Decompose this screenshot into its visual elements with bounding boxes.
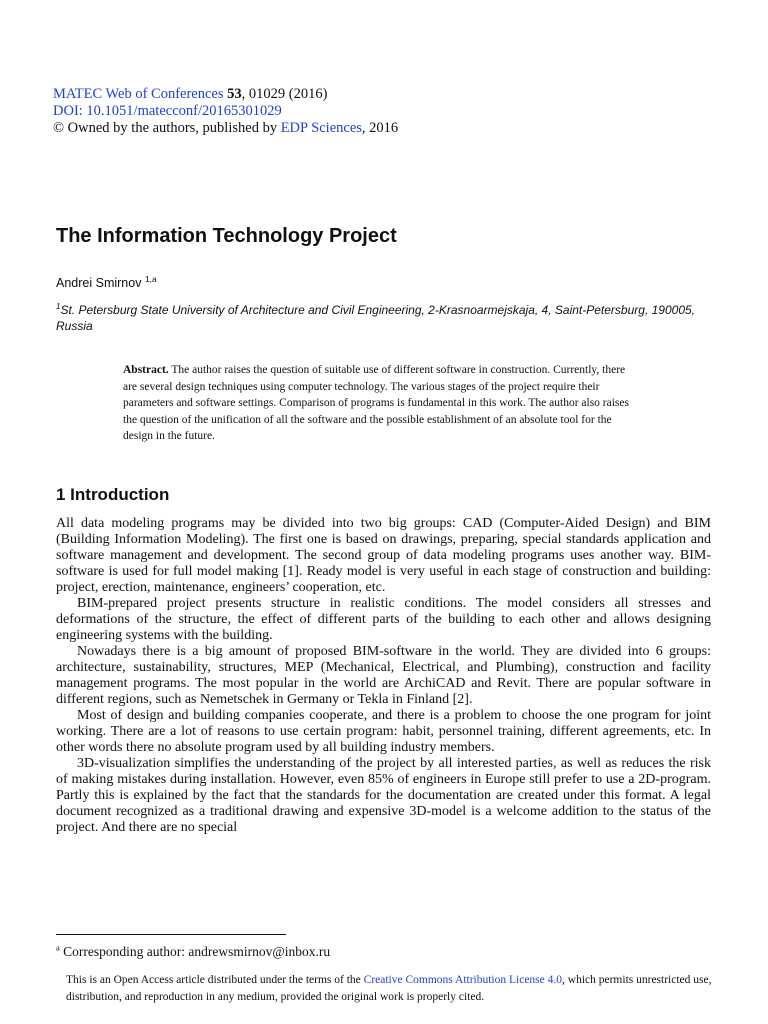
affiliation — [56, 302, 716, 334]
section-body — [56, 516, 711, 836]
journal-link[interactable]: MATEC Web of Conferences — [53, 86, 224, 102]
volume-number: 53 — [227, 86, 242, 102]
copyright-year: , 2016 — [361, 120, 399, 136]
author-superscript: 1,a — [144, 273, 157, 284]
copyright-line — [53, 120, 398, 137]
section-heading: 1 Introduction — [56, 485, 170, 504]
abstract — [123, 362, 635, 445]
license-text-after: , which permits unrestricted use, distribution, and reproduction in any medium, provided the original work is properly cited. — [66, 974, 712, 1003]
footnote — [56, 944, 330, 960]
body-paragraph: 3D-visualization simplifies the understanding of the project by all interested parties, as well as reduces the risk of making mistakes during installation. However, even 85% of engineers in Europe still prefer to use a 2D-program. Partly this is explained by the fact that the standards for the documentation are created under this format. A legal document recognized as a traditional drawing and expensive 3D-model is a welcome addition to the status of the project. And there are no special — [56, 756, 711, 835]
doi-line — [53, 103, 398, 120]
affiliation-superscript: 1 — [56, 302, 61, 311]
body-paragraph: All data modeling programs may be divided into two big groups: CAD (Computer-Aided Design) and BIM (Building Information Modeling). The first one is based on drawings, preparing, special standards application and software management and development. The second group of data modeling programs uses another way. BIM-software is used for full model making [1]. Ready model is very useful in each stage of construction and building: project, erection, maintenance, engineers’ cooperation, etc. — [56, 516, 711, 595]
article-number: , 01029 (2016) — [241, 86, 328, 102]
journal-citation — [53, 86, 398, 103]
footnote-marker: a — [56, 942, 60, 953]
license-text-before: This is an Open Access article distributed under the terms of the — [66, 974, 364, 986]
body-paragraph: BIM-prepared project presents structure in realistic conditions. The model considers all stresses and deformations of the structure, the effect of different parts of the building to each other and allows designing engineering systems with the building. — [56, 596, 711, 643]
abstract-label: Abstract. — [123, 364, 169, 376]
affiliation-text: St. Petersburg State University of Architecture and Civil Engineering, 2-Krasnoarmejskaja, 4, Saint-Petersburg, 190005, Russia — [56, 303, 695, 333]
license-notice — [66, 972, 726, 1006]
body-paragraph: Most of design and building companies cooperate, and there is a problem to choose the one program for joint working. There are a lot of reasons to use certain program: habit, personnel training, different agreements, etc. In other words there no absolute program used by all building industry members. — [56, 708, 711, 755]
license-link[interactable]: Creative Commons Attribution License 4.0 — [363, 974, 563, 986]
abstract-text: The author raises the question of suitable use of different software in construction. Currently, there are several design techniques using computer technology. The various stages of the project require their parameters and software settings. Comparison of programs is fundamental in this work. The author also raises the question of the unification of all the software and the possible establishment of an absolute tool for the design in the future. — [123, 364, 629, 442]
author-name: Andrei Smirnov — [56, 276, 142, 290]
doi-link[interactable]: DOI: 10.1051/matecconf/20165301029 — [53, 103, 282, 119]
paper-title: The Information Technology Project — [56, 225, 397, 247]
footnote-divider — [56, 934, 286, 935]
footnote-text: Corresponding author: andrewsmirnov@inbox.ru — [59, 944, 331, 959]
copyright-text: Owned by the authors, published by — [64, 120, 281, 136]
journal-header — [53, 86, 398, 137]
author-line — [56, 273, 157, 290]
body-paragraph: Nowadays there is a big amount of proposed BIM-software in the world. They are divided into 6 groups: architecture, sustainability, structures, MEP (Mechanical, Electrical, and Plumbing), construction and facility management programs. The most popular in the world are ArchiCAD and Revit. There are popular software in different regions, such as Nemetschek in Germany or Tekla in Finland [2]. — [56, 644, 711, 707]
copyright-icon: © — [53, 120, 65, 136]
publisher-link[interactable]: EDP Sciences — [280, 120, 362, 136]
